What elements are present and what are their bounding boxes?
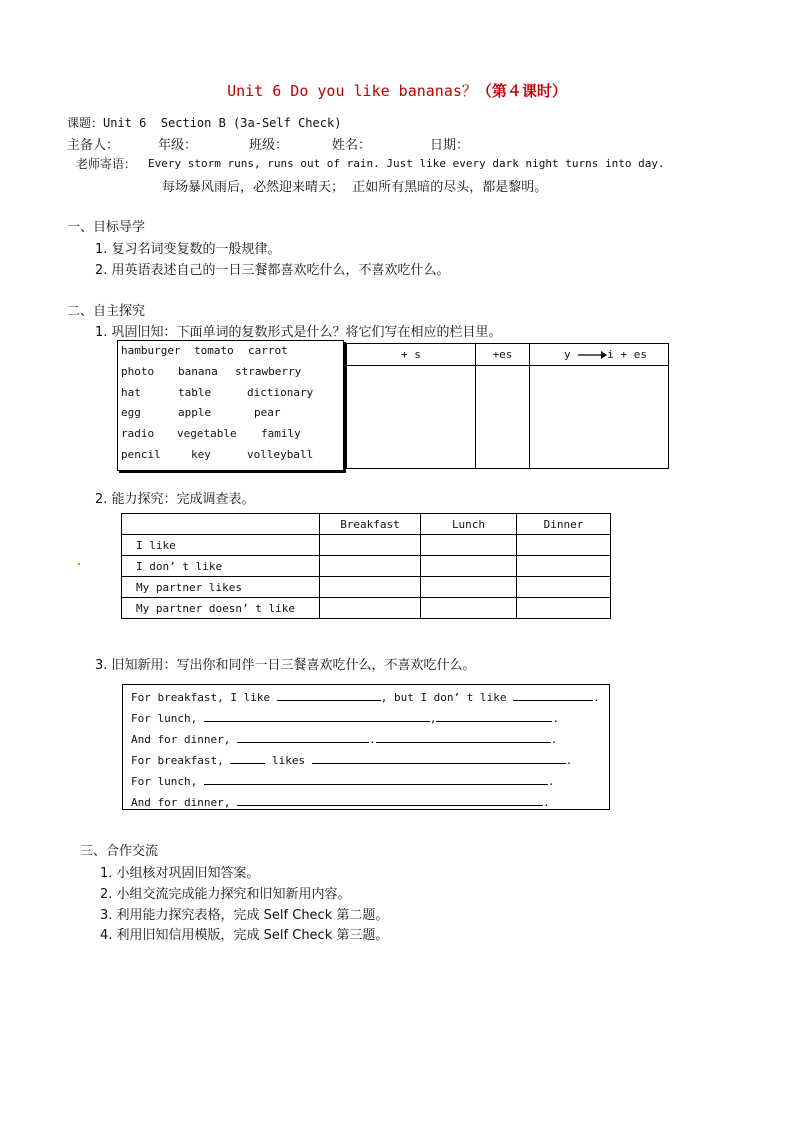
grade-label: 年级：	[158, 138, 198, 153]
name-label: 姓名：	[332, 138, 372, 153]
writing-line-3: And for dinner, . .	[131, 733, 558, 746]
teacher-words-en: Every storm runs, runs out of rain. Just like every dark night turns into day.	[148, 157, 665, 170]
survey-cell[interactable]	[517, 535, 611, 556]
plural-header-s: + s	[347, 344, 476, 366]
survey-row-label: My partner likes	[122, 577, 320, 598]
word: vegetable	[177, 427, 237, 440]
section2-item-2: 2. 能力探究：完成调查表。	[95, 492, 255, 507]
survey-header-lunch: Lunch	[421, 514, 517, 535]
section1-heading: 一、目标导学	[67, 220, 146, 235]
plural-cell-es[interactable]	[476, 366, 530, 469]
word: egg	[121, 406, 141, 419]
page-title: Unit 6 Do you like bananas？（第４课时）	[227, 82, 567, 100]
word: apple	[178, 406, 212, 419]
section1-item-2: 2. 用英语表述自己的一日三餐都喜欢吃什么，不喜欢吃什么。	[95, 263, 450, 278]
survey-cell[interactable]	[517, 598, 611, 619]
writing-box	[122, 684, 610, 810]
teacher-words-label: 老师寄语：	[76, 157, 137, 171]
blank-field[interactable]	[312, 753, 566, 764]
survey-header-blank	[122, 514, 320, 535]
plural-table	[346, 343, 669, 469]
writing-line-5: For lunch, .	[131, 775, 555, 788]
writing-line-6: And for dinner, .	[131, 796, 550, 809]
survey-table	[121, 513, 611, 619]
survey-cell[interactable]	[320, 577, 421, 598]
word-box	[117, 340, 344, 471]
section1-item-1: 1. 复习名词变复数的一般规律。	[95, 242, 281, 257]
word: banana	[178, 365, 218, 378]
preparer-label: 主备人：	[67, 138, 120, 153]
section2-item-3: 3. 旧知新用：写出你和同伴一日三餐喜欢吃什么，不喜欢吃什么。	[95, 658, 476, 673]
survey-row-label: I like	[122, 535, 320, 556]
writing-line-2: For lunch, , .	[131, 712, 560, 725]
section3-item-2: 2. 小组交流完成能力探究和旧知新用内容。	[100, 887, 351, 902]
survey-header-breakfast: Breakfast	[320, 514, 421, 535]
class-label: 班级：	[249, 138, 289, 153]
table-row	[122, 535, 611, 556]
blank-field[interactable]	[237, 732, 369, 743]
section3-item-4: 4. 利用旧知信用模版，完成 Self Check 第三题。	[100, 928, 389, 943]
blank-field[interactable]	[513, 690, 593, 701]
writing-line-4: For breakfast, likes .	[131, 754, 573, 767]
word: pear	[254, 406, 281, 419]
survey-cell[interactable]	[320, 598, 421, 619]
word: volleyball	[247, 448, 314, 461]
table-row	[122, 598, 611, 619]
survey-cell[interactable]	[421, 556, 517, 577]
section2-item-1: 1. 巩固旧知：下面单词的复数形式是什么？将它们写在相应的栏目里。	[95, 325, 502, 340]
survey-cell[interactable]	[517, 556, 611, 577]
survey-cell[interactable]	[320, 556, 421, 577]
section2-heading: 二、自主探究	[67, 304, 146, 319]
blank-field[interactable]	[436, 711, 552, 722]
date-label: 日期：	[430, 138, 470, 153]
word: strawberry	[235, 365, 302, 378]
section3-heading: 三、合作交流	[80, 844, 159, 859]
plural-cell-y[interactable]	[530, 366, 669, 469]
survey-cell[interactable]	[320, 535, 421, 556]
blank-field[interactable]	[204, 711, 430, 722]
word: pencil	[121, 448, 161, 461]
arrow-right-icon	[577, 350, 607, 360]
word: table	[178, 386, 212, 399]
table-row	[122, 577, 611, 598]
plural-header-y: y i + es	[530, 344, 669, 366]
survey-cell[interactable]	[421, 598, 517, 619]
survey-row-label: My partner doesn’ t like	[122, 598, 320, 619]
word: photo	[121, 365, 155, 378]
blank-field[interactable]	[230, 753, 265, 764]
survey-cell[interactable]	[421, 577, 517, 598]
survey-header-dinner: Dinner	[517, 514, 611, 535]
stray-mark	[78, 563, 80, 565]
word: hamburger	[121, 344, 181, 357]
survey-cell[interactable]	[421, 535, 517, 556]
word: dictionary	[247, 386, 314, 399]
blank-field[interactable]	[277, 690, 381, 701]
word: radio	[121, 427, 155, 440]
writing-line-1: For breakfast, I like , but I don’ t like .	[131, 691, 600, 704]
blank-field[interactable]	[376, 732, 551, 743]
blank-field[interactable]	[204, 774, 548, 785]
survey-row-label: I don’ t like	[122, 556, 320, 577]
blank-field[interactable]	[237, 795, 543, 806]
section3-item-3: 3. 利用能力探究表格，完成 Self Check 第二题。	[100, 908, 389, 923]
topic-line: 课题：Unit 6 Section B (3a-Self Check)	[67, 116, 342, 130]
survey-cell[interactable]	[517, 577, 611, 598]
plural-header-es: +es	[476, 344, 530, 366]
word: tomato	[194, 344, 234, 357]
plural-cell-s[interactable]	[347, 366, 476, 469]
word: family	[261, 427, 301, 440]
teacher-words-cn: 每场暴风雨后，必然迎来晴天； 正如所有黑暗的尽头，都是黎明。	[162, 180, 548, 195]
word: key	[191, 448, 211, 461]
section3-item-1: 1. 小组核对巩固旧知答案。	[100, 866, 260, 881]
word: hat	[121, 386, 141, 399]
word: carrot	[248, 344, 288, 357]
table-row	[122, 556, 611, 577]
